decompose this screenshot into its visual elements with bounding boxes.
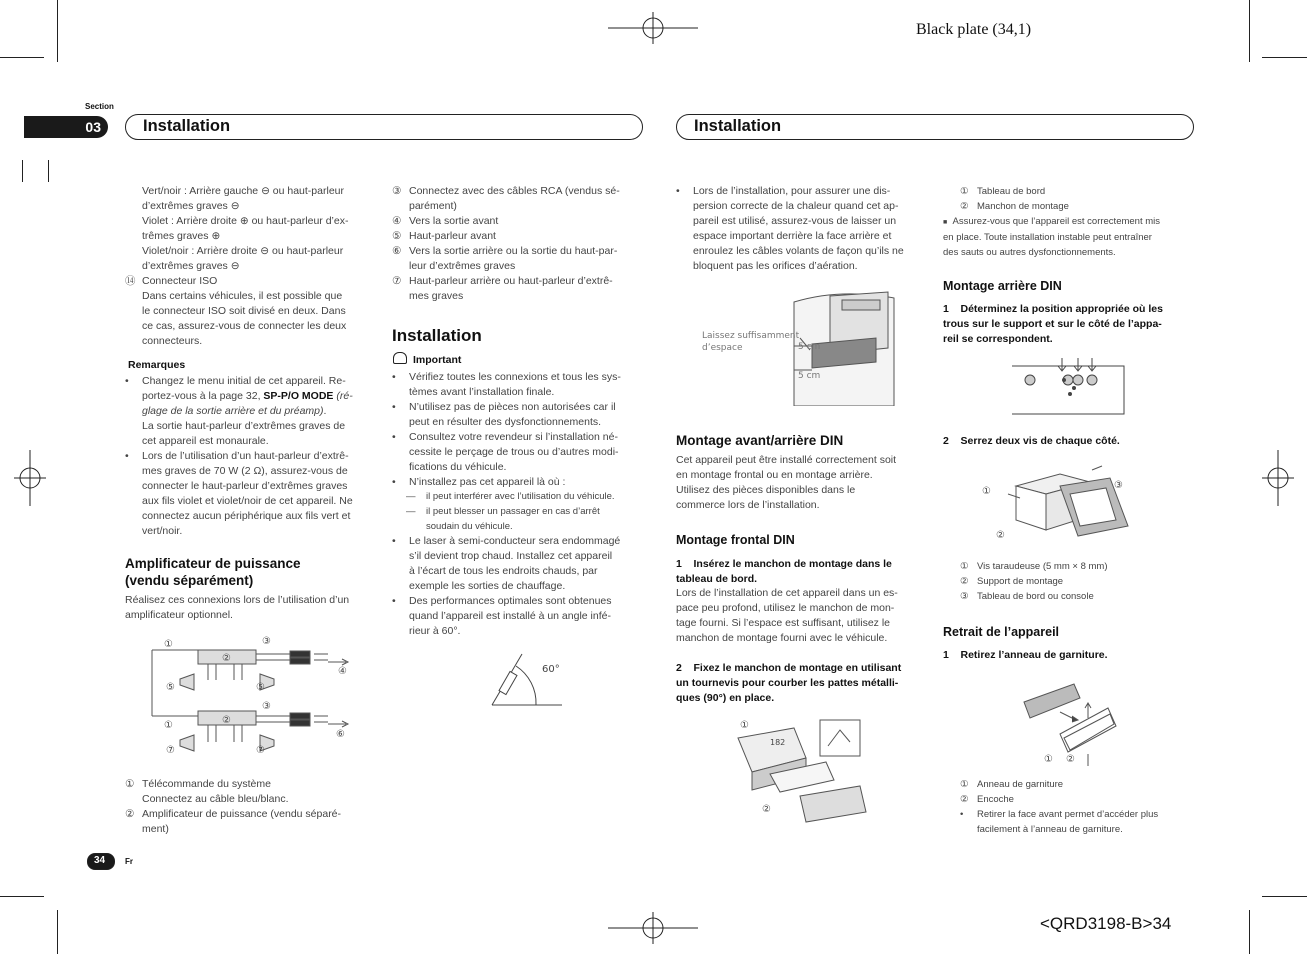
text-line: persion correcte de la chaleur quand cet ap- xyxy=(693,200,899,212)
diagram-label: ② xyxy=(1066,754,1075,765)
text-line: Des performances optimales sont obtenues xyxy=(409,595,612,607)
text-line: Anneau de garniture xyxy=(977,779,1064,790)
text-line: Amplificateur de puissance (vendu séparé- xyxy=(142,808,342,820)
text-line: Assurez-vous que l’appareil est correctement mis xyxy=(952,216,1161,227)
connection-legend xyxy=(392,184,642,304)
removal-step-1: 1 Retirez l’anneau de garniture. xyxy=(943,649,1108,661)
text-line: des sauts ou autres dysfonctionnements. xyxy=(943,247,1116,258)
diagram-label: ⑦ xyxy=(256,745,265,756)
list-item: • Vérifiez toutes les connexions et tous les sys- tèmes avant l’installation finale. xyxy=(392,370,647,400)
text-line: Retirer la face avant permet d’accéder plus xyxy=(977,809,1159,820)
text-line: Utilisez des pièces disponibles dans le xyxy=(676,484,856,496)
list-item: • Lors de l’installation, pour assurer une dis- persion correcte de la chaleur quand cet ap- pareil est utilisé, assurez-vous de laisser un espace important derrière la face arrière et enroulez les câbles volants de façon qu’ils ne bloquent pas les orifices d’aération. xyxy=(676,184,931,274)
text-line: cessite le perçage de trous ou d’autres modi- xyxy=(409,446,619,458)
plate-label: Black plate (34,1) xyxy=(916,21,1032,38)
important-note-heading xyxy=(393,352,461,366)
text-line: Lors de l’utilisation d’un haut-parleur d’extrê- xyxy=(142,450,349,462)
crop-mark xyxy=(1262,57,1307,58)
amplifier-intro xyxy=(125,593,349,623)
registration-mark-right xyxy=(1262,450,1294,506)
text-line: il peut blesser un passager en cas d’arrêt xyxy=(426,506,600,517)
text-line: quand l’appareil est installé à un angle infé- xyxy=(409,610,611,622)
document-code: <QRD3198-B>34 xyxy=(1040,914,1172,933)
crop-mark xyxy=(22,160,23,182)
diagram-label: d’espace xyxy=(702,343,743,353)
text-line: à l’écart de tous les endroits chauds, par xyxy=(409,565,598,577)
spacing-diagram xyxy=(700,288,900,406)
list-item: • Des performances optimales sont obtenues quand l’appareil est installé à un angle infé- rieur à 60°. xyxy=(392,594,647,639)
crop-mark xyxy=(1249,0,1250,62)
diagram-label: ② xyxy=(222,653,231,664)
rear-step-1 xyxy=(943,302,1203,347)
rear-step-2: 2 Serrez deux vis de chaque côté. xyxy=(943,435,1120,447)
text-line: connecteurs. xyxy=(142,335,203,347)
text-line: tèmes avant l’installation finale. xyxy=(409,386,555,398)
installation-bullets xyxy=(392,370,647,490)
text-line: pace peu profond, utilisez le manchon de mon- xyxy=(676,602,895,614)
section-badge xyxy=(24,116,108,138)
text-line: N’utilisez pas de pièces non autorisées car il xyxy=(409,401,616,413)
amplifier-heading xyxy=(125,555,301,589)
text-line: cet appareil est monaurale. xyxy=(142,435,269,447)
remarks-heading: Remarques xyxy=(128,359,186,371)
diagram-label: 182 xyxy=(770,738,786,747)
text-line: Télécommande du système xyxy=(142,778,271,790)
text-line: Tableau de bord xyxy=(977,186,1046,197)
list-item: — il peut interférer avec l’utilisation du véhicule. xyxy=(406,489,651,504)
hole-alignment-diagram xyxy=(1012,358,1130,416)
item-number: ② xyxy=(125,808,135,820)
diagram-label: 5 cm xyxy=(798,371,821,381)
text-line: amplificateur optionnel. xyxy=(125,609,233,621)
text-line: 1 Déterminez la position appropriée où les xyxy=(943,303,1163,315)
remarks-list xyxy=(125,374,380,539)
front-din-heading: Montage frontal DIN xyxy=(676,533,795,547)
note-label: Important xyxy=(413,354,462,366)
text-line: en place. Toute installation instable peut entraîner xyxy=(943,232,1152,243)
text-line: ques (90°) en place. xyxy=(676,692,775,704)
front-mount-diagram xyxy=(734,716,874,828)
installation-heading: Installation xyxy=(392,326,482,345)
text-line: 1 Insérez le manchon de montage dans le xyxy=(676,558,892,570)
diagram-label: ① xyxy=(740,720,749,731)
text-line: pareil est utilisé, assurez-vous de laisser un xyxy=(693,215,897,227)
text-line: reil se correspondent. xyxy=(943,333,1053,345)
diagram-label: ⑤ xyxy=(166,682,175,693)
list-item: • Le laser à semi-conducteur sera endommagé s’il devient trop chaud. Installez cet appareil à l’écart de tous les endroits chauds, par exemple les sorties de chauffage. xyxy=(392,534,647,594)
rear-mount-diagram xyxy=(980,464,1140,556)
item-number: ⑥ xyxy=(392,245,402,257)
diagram-label: Laissez suffisamment xyxy=(702,331,800,341)
text-line: vert/noir. xyxy=(142,525,183,537)
text-line: Lors de l’installation de cet appareil dans un es- xyxy=(676,587,898,599)
text-line: bloquent pas les orifices d’aération. xyxy=(693,260,858,272)
item-number: ① xyxy=(125,778,135,790)
item-number: ⑭ xyxy=(125,275,136,287)
text-italic: (ré- xyxy=(336,390,353,402)
diagram-label: ② xyxy=(762,804,771,815)
crop-mark xyxy=(48,160,49,182)
diagram-label: ① xyxy=(1044,754,1053,765)
rear-mount-legend xyxy=(960,559,1108,604)
text-italic: glage de la sortie arrière et du préamp) xyxy=(142,405,324,417)
text-line: Encoche xyxy=(977,794,1014,805)
text-line: peut en résulter des dysfonctionnements. xyxy=(409,416,602,428)
heading-line: (vendu séparément) xyxy=(125,573,254,588)
crop-mark xyxy=(1249,910,1250,954)
text-line: Vérifiez toutes les connexions et tous les sys- xyxy=(409,371,621,383)
text-line: il peut interférer avec l’utilisation du véhicule. xyxy=(426,491,615,502)
step-1-text xyxy=(676,586,936,646)
crop-mark xyxy=(1262,896,1307,897)
text-line: N’installez pas cet appareil là où : xyxy=(409,476,566,488)
text-line: facilement à l’anneau de garniture. xyxy=(977,824,1123,835)
text-line: connecter le haut-parleur d’extrêmes graves xyxy=(142,480,348,492)
removal-bullet xyxy=(960,807,1200,837)
diagram-label: ⑥ xyxy=(336,729,345,740)
text-line: espace important derrière la face arrière et xyxy=(693,230,892,242)
amplifier-legend xyxy=(125,777,375,837)
text-line: commerce lors de l’installation. xyxy=(676,499,820,511)
list-item: — il peut blesser un passager en cas d’arrêt soudain du véhicule. xyxy=(406,504,651,534)
text-line: Lors de l’installation, pour assurer une dis- xyxy=(693,185,891,197)
section-number: 03 xyxy=(85,119,101,135)
registration-mark-top xyxy=(608,12,698,44)
text-line: Changez le menu initial de cet appareil. Re- xyxy=(142,375,346,387)
item-number: ⑦ xyxy=(392,275,402,287)
text-line: Consultez votre revendeur si l’installation né- xyxy=(409,431,618,443)
text-line: d’extrêmes graves ⊖ xyxy=(142,200,240,212)
text-line: en montage frontal ou en montage arrière. xyxy=(676,469,873,481)
amplifier-wiring-diagram xyxy=(150,632,360,768)
list-item: • Retirer la face avant permet d’accéder plus facilement à l’anneau de garniture. xyxy=(960,807,1200,837)
page-number: 34 xyxy=(94,855,106,866)
section-label: Section xyxy=(85,102,114,111)
heat-dispersion-bullet xyxy=(676,184,931,274)
diagram-label: 5 cm xyxy=(798,342,821,352)
angle-label: 60° xyxy=(542,664,560,675)
text-line: La sortie haut-parleur d’extrêmes graves de xyxy=(142,420,346,432)
text-line: parément) xyxy=(409,200,457,212)
diagram-label: ④ xyxy=(338,666,347,677)
item-number: ③ xyxy=(960,591,969,602)
registration-mark-bottom xyxy=(608,912,698,944)
text-line: aux fils violet et violet/noir de cet appareil. Ne xyxy=(142,495,353,507)
step-2 xyxy=(676,661,936,706)
rear-din-heading: Montage arrière DIN xyxy=(943,279,1062,293)
stability-note xyxy=(943,214,1198,260)
text-line: Violet/noir : Arrière droite ⊖ ou haut-parleur xyxy=(142,245,344,257)
crop-mark xyxy=(0,57,44,58)
din-heading: Montage avant/arrière DIN xyxy=(676,433,844,448)
text-line: manchon de montage fourni avec le véhicule. xyxy=(676,632,888,644)
diagram-label: ② xyxy=(222,715,231,726)
wire-descriptions xyxy=(142,184,382,274)
dash-list xyxy=(406,489,651,534)
text-line: le connecteur ISO soit divisé en deux. Dans xyxy=(142,305,346,317)
text-line: Vert/noir : Arrière gauche ⊖ ou haut-parleur xyxy=(142,185,344,197)
text-line: mes graves de 70 W (2 Ω), assurez-vous de xyxy=(142,465,348,477)
text-line: Vers la sortie arrière ou la sortie du haut-par- xyxy=(409,245,618,257)
text-line: rieur à 60°. xyxy=(409,625,461,637)
item-number: ② xyxy=(960,794,969,805)
registration-mark-left xyxy=(14,450,46,506)
text-line: un tournevis pour courber les pattes métalli- xyxy=(676,677,899,689)
list-item: • Lors de l’utilisation d’un haut-parleur d’extrê- mes graves de 70 W (2 Ω), assurez-vous de connecter le haut-parleur d’extrêmes graves aux fils violet et violet/noir de cet appareil. Ne connectez aucun périphérique aux fils vert et vert/noir. xyxy=(125,449,380,539)
front-mount-legend xyxy=(960,184,1069,214)
page-number-badge xyxy=(87,853,115,870)
text-line: Cet appareil peut être installé correctement soit xyxy=(676,454,897,466)
text-line: 2 Fixez le manchon de montage en utilisant xyxy=(676,662,902,674)
diagram-label: ③ xyxy=(262,636,271,647)
installation-bullets-2 xyxy=(392,534,647,639)
diagram-label: ① xyxy=(164,639,173,650)
text-line: ment) xyxy=(142,823,169,835)
trim-ring-diagram xyxy=(1020,678,1120,768)
text-line: Violet : Arrière droite ⊕ ou haut-parleur d’ex- xyxy=(142,215,349,227)
text-line: exemple les sorties de chauffage. xyxy=(409,580,566,592)
text-line: Vers la sortie avant xyxy=(409,215,499,227)
section-header-right xyxy=(676,114,1194,140)
text-line: tage fourni. Si l’espace est suffisant, utilisez le xyxy=(676,617,891,629)
list-item: • Changez le menu initial de cet appareil. Re- portez-vous à la page 32, SP-P/O MODE (ré- glage de la sortie arrière et du préamp). La sortie haut-parleur d’extrêmes graves de cet appareil est monaurale. xyxy=(125,374,380,449)
text-line: Réalisez ces connexions lors de l’utilisation d’un xyxy=(125,594,350,606)
text-line: leur d’extrêmes graves xyxy=(409,260,516,272)
text-line: Support de montage xyxy=(977,576,1064,587)
text-line: Haut-parleur arrière ou haut-parleur d’extrê- xyxy=(409,275,613,287)
text-line: connectez aucun périphérique aux fils vert et xyxy=(142,510,351,522)
item-number: ② xyxy=(960,576,969,587)
important-icon xyxy=(393,352,407,364)
item-number: ① xyxy=(960,186,969,197)
text-line: Tableau de bord ou console xyxy=(977,591,1094,602)
text-line: Haut-parleur avant xyxy=(409,230,496,242)
text-line: Vis taraudeuse (5 mm × 8 mm) xyxy=(977,561,1108,572)
text-line: ce cas, assurez-vous de connecter les deux xyxy=(142,320,347,332)
diagram-label: ③ xyxy=(262,701,271,712)
diagram-label: ② xyxy=(996,530,1005,541)
crop-mark xyxy=(0,896,44,897)
item-number: ④ xyxy=(392,215,402,227)
removal-heading: Retrait de l’appareil xyxy=(943,625,1060,639)
text-line: s’il devient trop chaud. Installez cet appareil xyxy=(409,550,613,562)
item-number: ① xyxy=(960,779,969,790)
diagram-label: ③ xyxy=(1114,480,1123,491)
text-line: d’extrêmes graves ⊖ xyxy=(142,260,240,272)
text-line: mes graves xyxy=(409,290,464,302)
list-item: • Consultez votre revendeur si l’installation né- cessite le perçage de trous ou d’autres modi- fications du véhicule. xyxy=(392,430,647,475)
removal-legend xyxy=(960,777,1063,807)
diagram-label: ⑦ xyxy=(166,745,175,756)
diagram-label: ⑤ xyxy=(256,682,265,693)
angle-diagram xyxy=(488,650,568,710)
iso-connector-item xyxy=(125,274,385,349)
text-line: trous sur le support et sur le côté de l’appa- xyxy=(943,318,1162,330)
diagram-label: ① xyxy=(982,486,991,497)
text-line: tableau de bord. xyxy=(676,573,758,585)
diagram-label: ① xyxy=(164,720,173,731)
text-line: Connecteur ISO xyxy=(142,275,218,287)
text-line: fications du véhicule. xyxy=(409,461,507,473)
crop-mark xyxy=(57,910,58,954)
text-line: soudain du véhicule. xyxy=(426,521,513,532)
crop-mark xyxy=(57,0,58,62)
item-number: ① xyxy=(960,561,969,572)
text-line: trêmes graves ⊕ xyxy=(142,230,221,242)
header-title: Installation xyxy=(143,117,231,135)
item-number: ⑤ xyxy=(392,230,402,242)
text-line: Connectez au câble bleu/blanc. xyxy=(142,793,289,805)
text-line: Manchon de montage xyxy=(977,201,1069,212)
text-line: Le laser à semi-conducteur sera endommagé xyxy=(409,535,621,547)
text-line: enroulez les câbles volants de façon qu’ils ne xyxy=(693,245,904,257)
menu-reference: SP-P/O MODE xyxy=(263,390,334,402)
page-language: Fr xyxy=(125,857,133,866)
header-title: Installation xyxy=(694,117,782,135)
text-line: Dans certains véhicules, il est possible que xyxy=(142,290,343,302)
text-line: portez-vous à la page 32, xyxy=(142,390,261,402)
item-number: ③ xyxy=(392,185,402,197)
list-item: • N’utilisez pas de pièces non autorisées car il peut en résulter des dysfonctionnements. xyxy=(392,400,647,430)
text-line: Connectez avec des câbles RCA (vendus sé- xyxy=(409,185,620,197)
note-marker: ■ xyxy=(943,219,948,226)
item-number: ② xyxy=(960,201,969,212)
step-1 xyxy=(676,557,936,587)
section-header-left xyxy=(125,114,643,140)
din-intro xyxy=(676,453,936,513)
list-item: • N’installez pas cet appareil là où : xyxy=(392,475,647,490)
heading-line: Amplificateur de puissance xyxy=(125,556,301,571)
